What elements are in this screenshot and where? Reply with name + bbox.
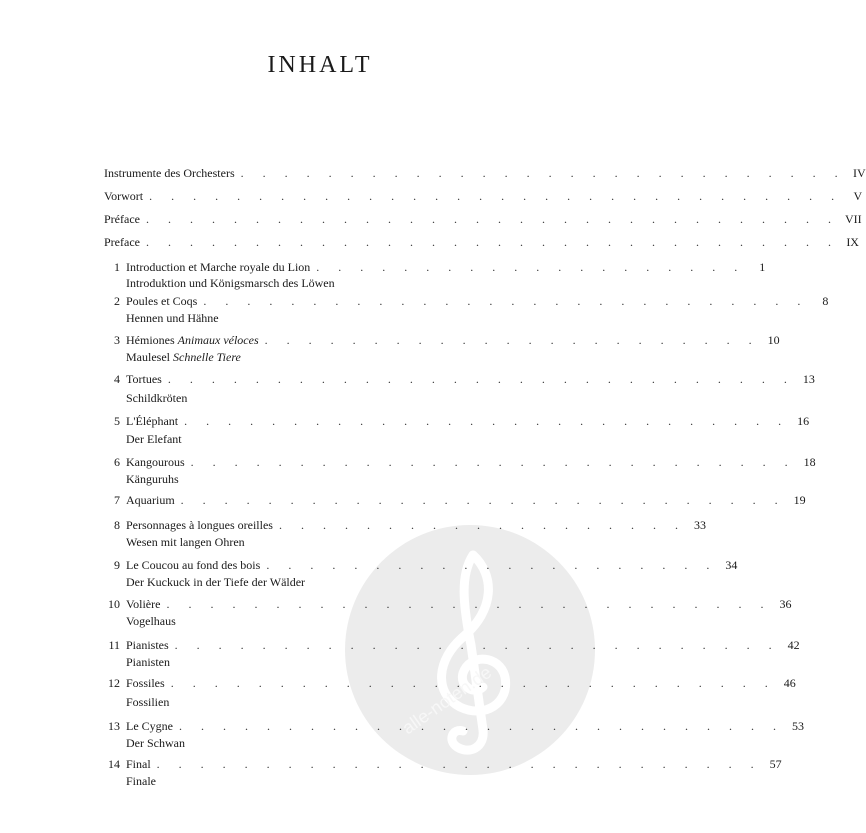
entry-page: IV	[852, 166, 866, 180]
toc-entry-piece-2[interactable]	[104, 292, 829, 310]
toc-entry-piece-14[interactable]	[104, 755, 782, 773]
entry-page: 34	[725, 558, 738, 572]
piece-title-de: Hennen und Hähne	[126, 311, 219, 325]
piece-number: 2	[114, 294, 120, 308]
entry-page: IX	[846, 235, 859, 249]
toc-entry-vorwort[interactable]	[104, 187, 863, 205]
toc-entry-piece-12[interactable]	[104, 674, 796, 692]
piece-title-fr: Le Coucou au fond des bois	[126, 558, 261, 572]
toc-entry-instruments[interactable]	[104, 164, 866, 182]
piece-title-fr: Le Cygne	[126, 719, 173, 733]
entry-page: 8	[822, 294, 829, 308]
entry-page: 46	[783, 676, 796, 690]
entry-page: V	[853, 189, 863, 203]
entry-page: 33	[693, 518, 706, 532]
toc-entry-piece-8[interactable]	[104, 516, 706, 534]
entry-page: 53	[792, 719, 804, 733]
entry-page: 13	[802, 372, 815, 386]
piece-title-fr: Fossiles	[126, 676, 165, 690]
entry-page: 57	[769, 757, 782, 771]
piece-title-fr: Kangourous	[126, 455, 185, 469]
piece-number: 14	[108, 757, 120, 771]
page-title: INHALT	[267, 52, 373, 78]
dot-leader: . . . . . . . . . . . . . . . . . . . . . . . . . . . . . . . .	[145, 212, 839, 226]
piece-number: 3	[114, 333, 120, 347]
piece-title-de: Vogelhaus	[126, 614, 176, 628]
entry-label: Vorwort	[104, 189, 144, 203]
piece-title-de: Wesen mit langen Ohren	[126, 535, 245, 549]
piece-title-fr: Tortues	[126, 372, 162, 386]
piece-number: 8	[114, 518, 120, 532]
piece-title-fr: Personnages à longues oreilles	[126, 518, 273, 532]
toc-entry-preface-en[interactable]	[104, 233, 859, 251]
toc-entry-piece-3[interactable]	[104, 331, 780, 349]
watermark-text: alle-noten.de	[398, 662, 496, 739]
dot-leader: . . . . . . . . . . . . . . . . . . . . .	[266, 558, 718, 572]
dot-leader: . . . . . . . . . . . . . . . . . . . . . . . . . . . . . . . .	[149, 189, 843, 203]
dot-leader: . . . . . . . . . . . . . . . . . . . . . . . . . . . .	[166, 597, 772, 611]
piece-title-de: Känguruhs	[126, 472, 179, 486]
piece-title-de: Finale	[126, 774, 156, 788]
piece-title-de	[126, 348, 241, 366]
toc-entry-piece-11[interactable]	[104, 636, 800, 654]
piece-title-de: Der Elefant	[126, 432, 182, 446]
dot-leader: . . . . . . . . . . . . . . . . . . . . . . . . . . . .	[174, 638, 780, 652]
dot-leader: . . . . . . . . . . . . . . . . . . . . . . . . . . . .	[156, 757, 762, 771]
piece-number: 11	[108, 638, 120, 652]
dot-leader: . . . . . . . . . . . . . . . . . . . . . . . . . . . .	[190, 455, 796, 469]
piece-title-de: Pianisten	[126, 655, 170, 669]
entry-page: 19	[793, 493, 806, 507]
piece-number: 10	[108, 597, 120, 611]
dot-leader: . . . . . . . . . . . . . . . . . . . . . . . . . . . .	[180, 493, 786, 507]
piece-number: 9	[114, 558, 120, 572]
toc-entry-piece-10[interactable]	[104, 595, 792, 613]
piece-number: 7	[114, 493, 120, 507]
dot-leader: . . . . . . . . . . . . . . . . . . . . . . . . . . . . . . . .	[145, 235, 839, 249]
dot-leader: . . . . . . . . . . . . . . . . . . .	[278, 518, 686, 532]
piece-title-de: Fossilien	[126, 695, 170, 709]
dot-leader: . . . . . . . . . . . . . . . . . . . . . . .	[264, 333, 760, 347]
piece-title-fr: Pianistes	[126, 638, 169, 652]
piece-title-fr: Poules et Coqs	[126, 294, 198, 308]
piece-title-fr	[126, 331, 259, 349]
toc-entry-piece-7[interactable]	[104, 491, 806, 509]
piece-number: 13	[108, 719, 120, 733]
piece-title-de: Der Kuckuck in der Tiefe der Wälder	[126, 575, 306, 589]
piece-title-fr-italic: Animaux véloces	[177, 333, 259, 347]
piece-title-de: Der Schwan	[126, 736, 185, 750]
entry-page: 10	[767, 333, 780, 347]
dot-leader: . . . . . . . . . . . . . . . . . . . . . . . . . . . .	[179, 719, 784, 733]
dot-leader: . . . . . . . . . . . . . . . . . . . . . . . . . . . .	[184, 414, 790, 428]
dot-leader: . . . . . . . . . . . . . . . . . . . . . . . . . . . .	[240, 166, 846, 180]
entry-page: 1	[759, 260, 766, 274]
piece-title-fr: Introduction et Marche royale du Lion	[126, 260, 311, 274]
piece-number: 5	[114, 414, 120, 428]
dot-leader: . . . . . . . . . . . . . . . . . . . .	[316, 260, 746, 274]
piece-title-de: Schildkröten	[126, 391, 188, 405]
entry-label: Instrumente des Orchesters	[104, 166, 235, 180]
toc-entry-piece-9[interactable]	[104, 556, 738, 574]
piece-title-de: Introduktion und Königsmarsch des Löwen	[126, 276, 335, 290]
toc-entry-piece-5[interactable]	[104, 412, 810, 430]
piece-number: 6	[114, 455, 120, 469]
piece-title-fr-main: Hémiones	[126, 333, 175, 347]
piece-title-fr: Volière	[126, 597, 161, 611]
toc-entry-piece-6[interactable]	[104, 453, 816, 471]
toc-entry-preface-fr[interactable]	[104, 210, 862, 228]
piece-title-fr: Aquarium	[126, 493, 175, 507]
piece-number: 1	[114, 260, 120, 274]
piece-title-de-main: Maulesel	[126, 350, 170, 364]
dot-leader: . . . . . . . . . . . . . . . . . . . . . . . . . . . .	[170, 676, 776, 690]
toc-entry-piece-4[interactable]	[104, 370, 815, 388]
entry-page: 36	[779, 597, 792, 611]
dot-leader: . . . . . . . . . . . . . . . . . . . . . . . . . . . .	[203, 294, 809, 308]
piece-number: 12	[108, 676, 120, 690]
entry-page: 42	[787, 638, 800, 652]
piece-title-de-italic: Schnelle Tiere	[173, 350, 241, 364]
entry-label: Préface	[104, 212, 140, 226]
entry-page: 18	[803, 455, 816, 469]
toc-entry-piece-13[interactable]	[104, 717, 804, 735]
entry-label: Preface	[104, 235, 140, 249]
piece-title-fr: Final	[126, 757, 151, 771]
piece-number: 4	[114, 372, 120, 386]
piece-title-fr: L'Éléphant	[126, 414, 179, 428]
dot-leader: . . . . . . . . . . . . . . . . . . . . . . . . . . . . .	[167, 372, 795, 386]
entry-page: VII	[844, 212, 862, 226]
entry-page: 16	[797, 414, 810, 428]
